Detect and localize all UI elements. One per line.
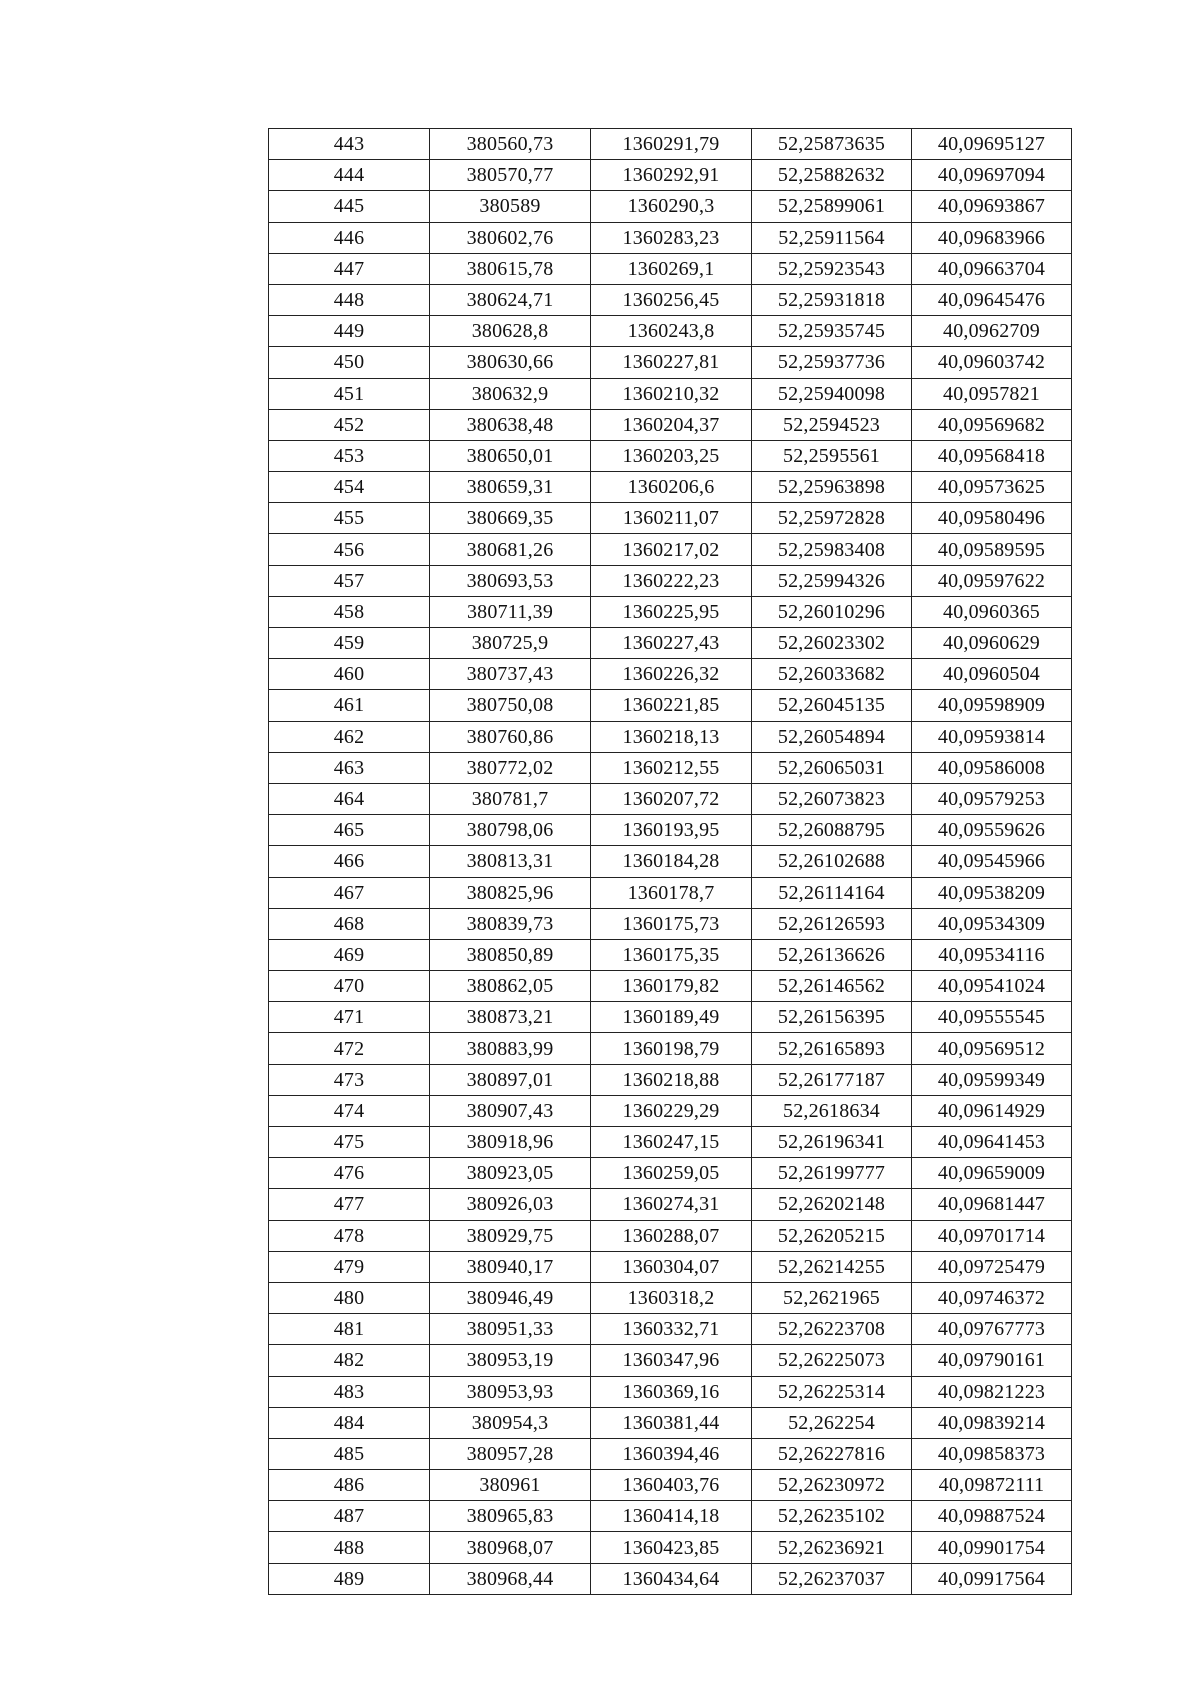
latitude-cell: 52,26165893	[752, 1033, 912, 1064]
y-coordinate-cell: 1360218,13	[591, 721, 752, 752]
latitude-cell: 52,26054894	[752, 721, 912, 752]
x-coordinate-cell: 380560,73	[430, 129, 591, 160]
point-number-cell: 462	[269, 721, 430, 752]
latitude-cell: 52,26114164	[752, 877, 912, 908]
longitude-cell: 40,09663704	[912, 253, 1072, 284]
point-number-cell: 484	[269, 1407, 430, 1438]
latitude-cell: 52,26033682	[752, 659, 912, 690]
latitude-cell: 52,25983408	[752, 534, 912, 565]
longitude-cell: 40,09872111	[912, 1470, 1072, 1501]
x-coordinate-cell: 380968,07	[430, 1532, 591, 1563]
x-coordinate-cell: 380628,8	[430, 316, 591, 347]
latitude-cell: 52,25931818	[752, 284, 912, 315]
y-coordinate-cell: 1360206,6	[591, 472, 752, 503]
table-row	[269, 472, 1072, 503]
table-row	[269, 596, 1072, 627]
point-number-cell: 449	[269, 316, 430, 347]
x-coordinate-cell: 380957,28	[430, 1438, 591, 1469]
longitude-cell: 40,09681447	[912, 1189, 1072, 1220]
longitude-cell: 40,09767773	[912, 1314, 1072, 1345]
longitude-cell: 40,09790161	[912, 1345, 1072, 1376]
point-number-cell: 448	[269, 284, 430, 315]
longitude-cell: 40,09569682	[912, 409, 1072, 440]
table-row	[269, 1314, 1072, 1345]
x-coordinate-cell: 380968,44	[430, 1563, 591, 1594]
latitude-cell: 52,26156395	[752, 1002, 912, 1033]
table-row	[269, 1345, 1072, 1376]
x-coordinate-cell: 380839,73	[430, 908, 591, 939]
latitude-cell: 52,26214255	[752, 1251, 912, 1282]
longitude-cell: 40,09568418	[912, 440, 1072, 471]
longitude-cell: 40,09603742	[912, 347, 1072, 378]
table-row	[269, 316, 1072, 347]
table-row	[269, 1376, 1072, 1407]
x-coordinate-cell: 380681,26	[430, 534, 591, 565]
table-row	[269, 409, 1072, 440]
point-number-cell: 452	[269, 409, 430, 440]
point-number-cell: 479	[269, 1251, 430, 1282]
x-coordinate-cell: 380711,39	[430, 596, 591, 627]
table-row	[269, 160, 1072, 191]
point-number-cell: 447	[269, 253, 430, 284]
y-coordinate-cell: 1360179,82	[591, 971, 752, 1002]
longitude-cell: 40,09839214	[912, 1407, 1072, 1438]
longitude-cell: 40,09821223	[912, 1376, 1072, 1407]
coordinates-table	[268, 128, 1072, 1595]
point-number-cell: 475	[269, 1127, 430, 1158]
table-row	[269, 628, 1072, 659]
x-coordinate-cell: 380760,86	[430, 721, 591, 752]
y-coordinate-cell: 1360227,43	[591, 628, 752, 659]
x-coordinate-cell: 380659,31	[430, 472, 591, 503]
table-row	[269, 222, 1072, 253]
point-number-cell: 465	[269, 815, 430, 846]
table-row	[269, 129, 1072, 160]
point-number-cell: 446	[269, 222, 430, 253]
table-row	[269, 939, 1072, 970]
latitude-cell: 52,26177187	[752, 1064, 912, 1095]
point-number-cell: 456	[269, 534, 430, 565]
table-row	[269, 1501, 1072, 1532]
point-number-cell: 450	[269, 347, 430, 378]
longitude-cell: 40,09559626	[912, 815, 1072, 846]
longitude-cell: 40,09541024	[912, 971, 1072, 1002]
y-coordinate-cell: 1360283,23	[591, 222, 752, 253]
point-number-cell: 469	[269, 939, 430, 970]
table-row	[269, 1563, 1072, 1594]
table-row	[269, 690, 1072, 721]
latitude-cell: 52,26202148	[752, 1189, 912, 1220]
point-number-cell: 459	[269, 628, 430, 659]
point-number-cell: 463	[269, 752, 430, 783]
y-coordinate-cell: 1360221,85	[591, 690, 752, 721]
x-coordinate-cell: 380926,03	[430, 1189, 591, 1220]
x-coordinate-cell: 380940,17	[430, 1251, 591, 1282]
longitude-cell: 40,09579253	[912, 783, 1072, 814]
x-coordinate-cell: 380883,99	[430, 1033, 591, 1064]
latitude-cell: 52,26126593	[752, 908, 912, 939]
longitude-cell: 40,09534309	[912, 908, 1072, 939]
table-row	[269, 815, 1072, 846]
x-coordinate-cell: 380873,21	[430, 1002, 591, 1033]
table-row	[269, 1158, 1072, 1189]
x-coordinate-cell: 380813,31	[430, 846, 591, 877]
latitude-cell: 52,25935745	[752, 316, 912, 347]
x-coordinate-cell: 380946,49	[430, 1282, 591, 1313]
table-row	[269, 1064, 1072, 1095]
longitude-cell: 40,0960504	[912, 659, 1072, 690]
point-number-cell: 477	[269, 1189, 430, 1220]
table-row	[269, 1532, 1072, 1563]
latitude-cell: 52,26045135	[752, 690, 912, 721]
y-coordinate-cell: 1360217,02	[591, 534, 752, 565]
point-number-cell: 455	[269, 503, 430, 534]
table-row	[269, 1033, 1072, 1064]
table-row	[269, 846, 1072, 877]
latitude-cell: 52,25873635	[752, 129, 912, 160]
point-number-cell: 454	[269, 472, 430, 503]
table-row	[269, 1407, 1072, 1438]
y-coordinate-cell: 1360178,7	[591, 877, 752, 908]
latitude-cell: 52,2595561	[752, 440, 912, 471]
table-row	[269, 191, 1072, 222]
longitude-cell: 40,09555545	[912, 1002, 1072, 1033]
longitude-cell: 40,09858373	[912, 1438, 1072, 1469]
latitude-cell: 52,26146562	[752, 971, 912, 1002]
latitude-cell: 52,2621965	[752, 1282, 912, 1313]
y-coordinate-cell: 1360288,07	[591, 1220, 752, 1251]
longitude-cell: 40,09573625	[912, 472, 1072, 503]
x-coordinate-cell: 380570,77	[430, 160, 591, 191]
longitude-cell: 40,09701714	[912, 1220, 1072, 1251]
y-coordinate-cell: 1360403,76	[591, 1470, 752, 1501]
y-coordinate-cell: 1360434,64	[591, 1563, 752, 1594]
table-row	[269, 659, 1072, 690]
longitude-cell: 40,09641453	[912, 1127, 1072, 1158]
table-row	[269, 253, 1072, 284]
longitude-cell: 40,09725479	[912, 1251, 1072, 1282]
y-coordinate-cell: 1360290,3	[591, 191, 752, 222]
y-coordinate-cell: 1360291,79	[591, 129, 752, 160]
longitude-cell: 40,09589595	[912, 534, 1072, 565]
table-row	[269, 752, 1072, 783]
latitude-cell: 52,25994326	[752, 565, 912, 596]
table-row	[269, 783, 1072, 814]
point-number-cell: 481	[269, 1314, 430, 1345]
y-coordinate-cell: 1360243,8	[591, 316, 752, 347]
table-row	[269, 503, 1072, 534]
latitude-cell: 52,26196341	[752, 1127, 912, 1158]
point-number-cell: 458	[269, 596, 430, 627]
latitude-cell: 52,25940098	[752, 378, 912, 409]
y-coordinate-cell: 1360347,96	[591, 1345, 752, 1376]
point-number-cell: 472	[269, 1033, 430, 1064]
x-coordinate-cell: 380650,01	[430, 440, 591, 471]
y-coordinate-cell: 1360189,49	[591, 1002, 752, 1033]
x-coordinate-cell: 380897,01	[430, 1064, 591, 1095]
point-number-cell: 480	[269, 1282, 430, 1313]
coordinates-table-body	[269, 129, 1072, 1595]
point-number-cell: 488	[269, 1532, 430, 1563]
longitude-cell: 40,09580496	[912, 503, 1072, 534]
latitude-cell: 52,25899061	[752, 191, 912, 222]
table-row	[269, 1127, 1072, 1158]
longitude-cell: 40,09695127	[912, 129, 1072, 160]
latitude-cell: 52,26073823	[752, 783, 912, 814]
latitude-cell: 52,25963898	[752, 472, 912, 503]
table-row	[269, 1189, 1072, 1220]
x-coordinate-cell: 380693,53	[430, 565, 591, 596]
y-coordinate-cell: 1360229,29	[591, 1095, 752, 1126]
y-coordinate-cell: 1360193,95	[591, 815, 752, 846]
latitude-cell: 52,26102688	[752, 846, 912, 877]
longitude-cell: 40,09659009	[912, 1158, 1072, 1189]
y-coordinate-cell: 1360247,15	[591, 1127, 752, 1158]
longitude-cell: 40,09645476	[912, 284, 1072, 315]
latitude-cell: 52,26065031	[752, 752, 912, 783]
longitude-cell: 40,09586008	[912, 752, 1072, 783]
table-row	[269, 877, 1072, 908]
longitude-cell: 40,09683966	[912, 222, 1072, 253]
y-coordinate-cell: 1360304,07	[591, 1251, 752, 1282]
y-coordinate-cell: 1360210,32	[591, 378, 752, 409]
table-row	[269, 1282, 1072, 1313]
longitude-cell: 40,0960365	[912, 596, 1072, 627]
y-coordinate-cell: 1360414,18	[591, 1501, 752, 1532]
x-coordinate-cell: 380624,71	[430, 284, 591, 315]
latitude-cell: 52,26136626	[752, 939, 912, 970]
x-coordinate-cell: 380781,7	[430, 783, 591, 814]
longitude-cell: 40,0957821	[912, 378, 1072, 409]
latitude-cell: 52,25882632	[752, 160, 912, 191]
x-coordinate-cell: 380772,02	[430, 752, 591, 783]
latitude-cell: 52,25937736	[752, 347, 912, 378]
point-number-cell: 467	[269, 877, 430, 908]
x-coordinate-cell: 380750,08	[430, 690, 591, 721]
longitude-cell: 40,09598909	[912, 690, 1072, 721]
latitude-cell: 52,26223708	[752, 1314, 912, 1345]
longitude-cell: 40,09569512	[912, 1033, 1072, 1064]
x-coordinate-cell: 380951,33	[430, 1314, 591, 1345]
longitude-cell: 40,0960629	[912, 628, 1072, 659]
y-coordinate-cell: 1360175,73	[591, 908, 752, 939]
x-coordinate-cell: 380737,43	[430, 659, 591, 690]
y-coordinate-cell: 1360226,32	[591, 659, 752, 690]
longitude-cell: 40,09538209	[912, 877, 1072, 908]
x-coordinate-cell: 380918,96	[430, 1127, 591, 1158]
latitude-cell: 52,26088795	[752, 815, 912, 846]
point-number-cell: 453	[269, 440, 430, 471]
table-row	[269, 565, 1072, 596]
x-coordinate-cell: 380953,19	[430, 1345, 591, 1376]
table-row	[269, 1220, 1072, 1251]
latitude-cell: 52,26023302	[752, 628, 912, 659]
table-row	[269, 721, 1072, 752]
latitude-cell: 52,26235102	[752, 1501, 912, 1532]
point-number-cell: 444	[269, 160, 430, 191]
longitude-cell: 40,09887524	[912, 1501, 1072, 1532]
x-coordinate-cell: 380923,05	[430, 1158, 591, 1189]
longitude-cell: 40,09693867	[912, 191, 1072, 222]
latitude-cell: 52,2618634	[752, 1095, 912, 1126]
x-coordinate-cell: 380615,78	[430, 253, 591, 284]
table-row	[269, 378, 1072, 409]
latitude-cell: 52,2594523	[752, 409, 912, 440]
longitude-cell: 40,09614929	[912, 1095, 1072, 1126]
longitude-cell: 40,09597622	[912, 565, 1072, 596]
latitude-cell: 52,26236921	[752, 1532, 912, 1563]
y-coordinate-cell: 1360423,85	[591, 1532, 752, 1563]
point-number-cell: 489	[269, 1563, 430, 1594]
point-number-cell: 470	[269, 971, 430, 1002]
latitude-cell: 52,26205215	[752, 1220, 912, 1251]
table-row	[269, 440, 1072, 471]
point-number-cell: 443	[269, 129, 430, 160]
x-coordinate-cell: 380929,75	[430, 1220, 591, 1251]
table-row	[269, 971, 1072, 1002]
x-coordinate-cell: 380907,43	[430, 1095, 591, 1126]
point-number-cell: 478	[269, 1220, 430, 1251]
x-coordinate-cell: 380669,35	[430, 503, 591, 534]
y-coordinate-cell: 1360381,44	[591, 1407, 752, 1438]
latitude-cell: 52,25972828	[752, 503, 912, 534]
latitude-cell: 52,26237037	[752, 1563, 912, 1594]
y-coordinate-cell: 1360207,72	[591, 783, 752, 814]
latitude-cell: 52,26230972	[752, 1470, 912, 1501]
point-number-cell: 486	[269, 1470, 430, 1501]
x-coordinate-cell: 380862,05	[430, 971, 591, 1002]
point-number-cell: 460	[269, 659, 430, 690]
y-coordinate-cell: 1360203,25	[591, 440, 752, 471]
table-row	[269, 1470, 1072, 1501]
y-coordinate-cell: 1360394,46	[591, 1438, 752, 1469]
longitude-cell: 40,09545966	[912, 846, 1072, 877]
table-row	[269, 347, 1072, 378]
point-number-cell: 466	[269, 846, 430, 877]
x-coordinate-cell: 380825,96	[430, 877, 591, 908]
y-coordinate-cell: 1360184,28	[591, 846, 752, 877]
y-coordinate-cell: 1360222,23	[591, 565, 752, 596]
y-coordinate-cell: 1360332,71	[591, 1314, 752, 1345]
longitude-cell: 40,0962709	[912, 316, 1072, 347]
point-number-cell: 464	[269, 783, 430, 814]
longitude-cell: 40,09697094	[912, 160, 1072, 191]
latitude-cell: 52,262254	[752, 1407, 912, 1438]
x-coordinate-cell: 380954,3	[430, 1407, 591, 1438]
point-number-cell: 445	[269, 191, 430, 222]
y-coordinate-cell: 1360256,45	[591, 284, 752, 315]
point-number-cell: 482	[269, 1345, 430, 1376]
x-coordinate-cell: 380589	[430, 191, 591, 222]
y-coordinate-cell: 1360369,16	[591, 1376, 752, 1407]
point-number-cell: 468	[269, 908, 430, 939]
point-number-cell: 471	[269, 1002, 430, 1033]
point-number-cell: 485	[269, 1438, 430, 1469]
x-coordinate-cell: 380630,66	[430, 347, 591, 378]
x-coordinate-cell: 380965,83	[430, 1501, 591, 1532]
table-row	[269, 534, 1072, 565]
latitude-cell: 52,26227816	[752, 1438, 912, 1469]
x-coordinate-cell: 380602,76	[430, 222, 591, 253]
y-coordinate-cell: 1360274,31	[591, 1189, 752, 1220]
table-row	[269, 1002, 1072, 1033]
y-coordinate-cell: 1360212,55	[591, 752, 752, 783]
table-row	[269, 284, 1072, 315]
latitude-cell: 52,26225314	[752, 1376, 912, 1407]
x-coordinate-cell: 380632,9	[430, 378, 591, 409]
x-coordinate-cell: 380850,89	[430, 939, 591, 970]
table-row	[269, 908, 1072, 939]
point-number-cell: 483	[269, 1376, 430, 1407]
latitude-cell: 52,26010296	[752, 596, 912, 627]
point-number-cell: 451	[269, 378, 430, 409]
y-coordinate-cell: 1360198,79	[591, 1033, 752, 1064]
point-number-cell: 461	[269, 690, 430, 721]
point-number-cell: 474	[269, 1095, 430, 1126]
latitude-cell: 52,25923543	[752, 253, 912, 284]
x-coordinate-cell: 380798,06	[430, 815, 591, 846]
x-coordinate-cell: 380725,9	[430, 628, 591, 659]
y-coordinate-cell: 1360269,1	[591, 253, 752, 284]
latitude-cell: 52,26225073	[752, 1345, 912, 1376]
y-coordinate-cell: 1360227,81	[591, 347, 752, 378]
x-coordinate-cell: 380961	[430, 1470, 591, 1501]
longitude-cell: 40,09534116	[912, 939, 1072, 970]
y-coordinate-cell: 1360292,91	[591, 160, 752, 191]
x-coordinate-cell: 380638,48	[430, 409, 591, 440]
y-coordinate-cell: 1360175,35	[591, 939, 752, 970]
x-coordinate-cell: 380953,93	[430, 1376, 591, 1407]
longitude-cell: 40,09746372	[912, 1282, 1072, 1313]
y-coordinate-cell: 1360218,88	[591, 1064, 752, 1095]
longitude-cell: 40,09901754	[912, 1532, 1072, 1563]
point-number-cell: 487	[269, 1501, 430, 1532]
longitude-cell: 40,09917564	[912, 1563, 1072, 1594]
y-coordinate-cell: 1360259,05	[591, 1158, 752, 1189]
point-number-cell: 473	[269, 1064, 430, 1095]
latitude-cell: 52,26199777	[752, 1158, 912, 1189]
y-coordinate-cell: 1360204,37	[591, 409, 752, 440]
longitude-cell: 40,09593814	[912, 721, 1072, 752]
point-number-cell: 476	[269, 1158, 430, 1189]
longitude-cell: 40,09599349	[912, 1064, 1072, 1095]
point-number-cell: 457	[269, 565, 430, 596]
table-row	[269, 1251, 1072, 1282]
y-coordinate-cell: 1360211,07	[591, 503, 752, 534]
table-row	[269, 1095, 1072, 1126]
y-coordinate-cell: 1360318,2	[591, 1282, 752, 1313]
latitude-cell: 52,25911564	[752, 222, 912, 253]
y-coordinate-cell: 1360225,95	[591, 596, 752, 627]
table-row	[269, 1438, 1072, 1469]
